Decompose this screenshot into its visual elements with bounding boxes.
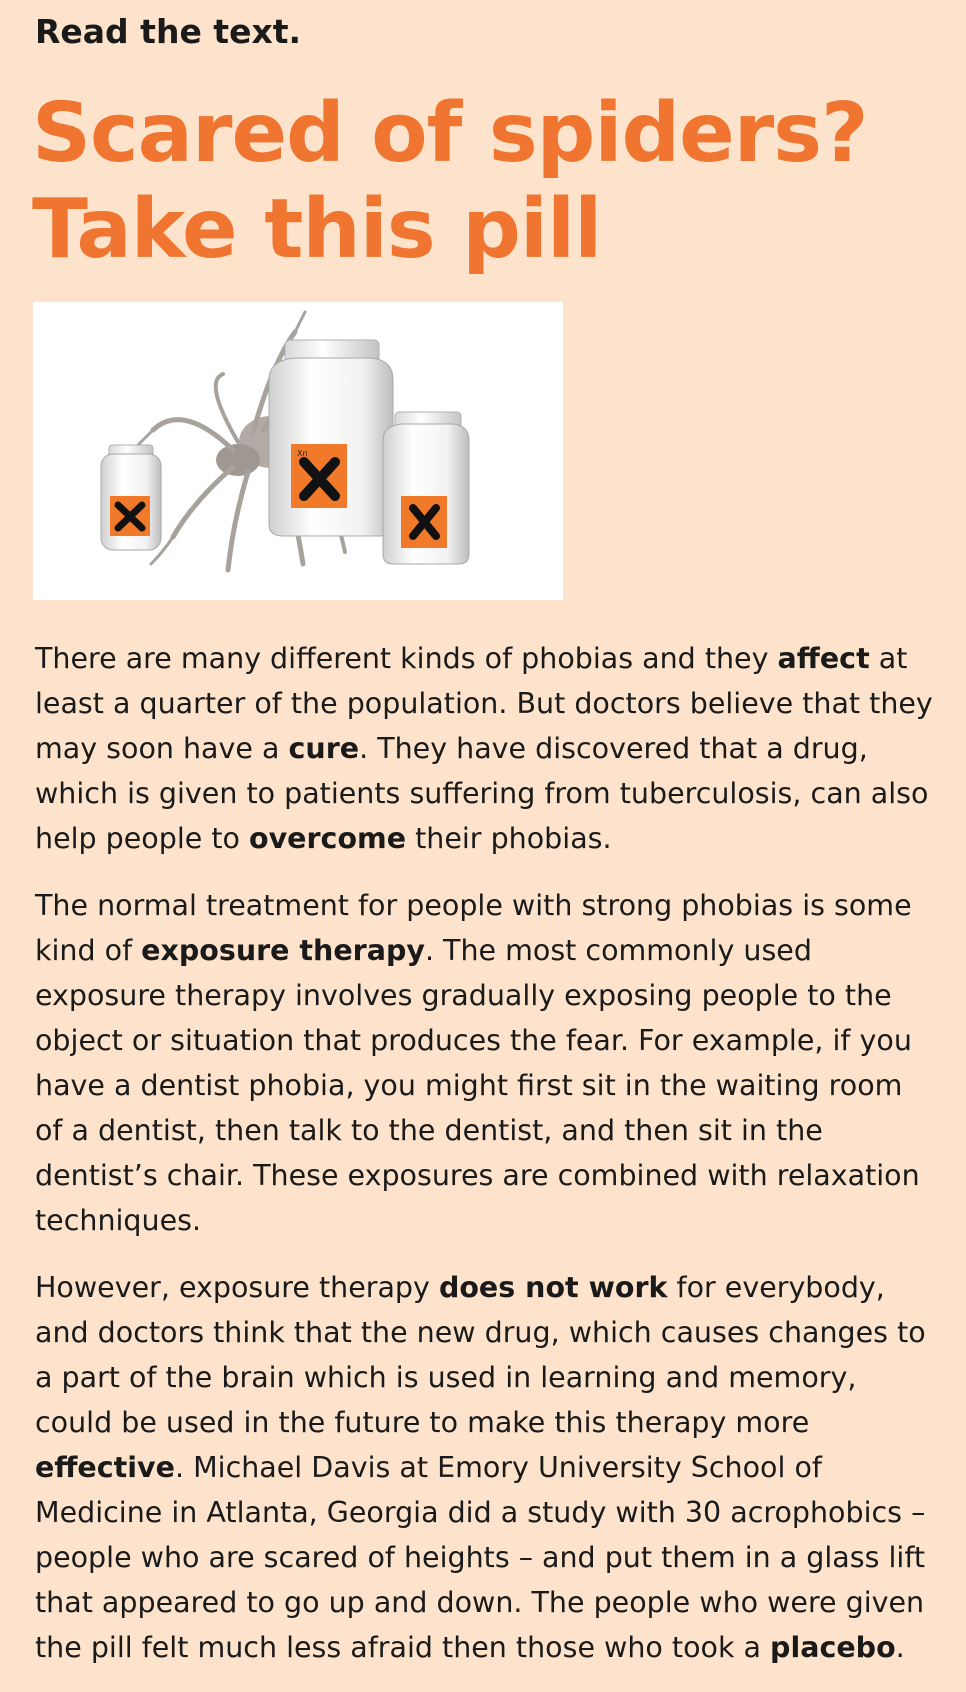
article-body	[35, 636, 935, 1692]
body-paragraph	[35, 636, 935, 861]
paragraph-text: . The most commonly used exposure therapy involves gradually exposing people to the object or situation that produces the fear. For example, if you have a dentist phobia, you might first sit in the waiting room of a dentist, then talk to the dentist, and then sit in the dentist’s chair. These exposures are combined with relaxation techniques.	[35, 934, 920, 1237]
body-paragraph	[35, 1265, 935, 1670]
paragraph-text: However, exposure therapy	[35, 1271, 439, 1304]
illustration-svg	[33, 302, 563, 600]
paragraph-text: their phobias.	[406, 822, 612, 855]
spider-pills-illustration	[33, 302, 563, 600]
paragraph-text: at least a quarter of the population. But doctors believe that they may soon have a	[35, 642, 933, 765]
key-term: does not work	[438, 1271, 668, 1304]
paragraph-text: . They have discovered that a drug, which is given to patients suffering from tuberculosis, can also help people to	[35, 732, 929, 855]
pill-bottle-medium-icon	[383, 412, 469, 564]
instruction-heading: Read the text.	[35, 12, 302, 51]
hazard-label: Xn	[297, 449, 308, 458]
paragraph-text: The normal treatment for people with strong phobias is some kind of	[35, 889, 912, 967]
paragraph-text: . Michael Davis at Emory University School of Medicine in Atlanta, Georgia did a study with 30 acrophobics – people who are scared of heights – and put them in a glass lift that appeared to go up and down. The people who were given the pill felt much less afraid then those who took a	[35, 1451, 926, 1664]
paragraph-text: There are many different kinds of phobias and they	[35, 642, 778, 675]
title-line-2: Take this pill	[32, 182, 602, 277]
key-term: affect	[777, 642, 870, 675]
paragraph-text: .	[895, 1631, 905, 1664]
pill-bottle-large-icon	[269, 340, 393, 536]
title-line-1: Scared of spiders?	[32, 86, 868, 181]
key-term: effective	[35, 1451, 175, 1484]
key-term: placebo	[770, 1631, 896, 1664]
key-term: overcome	[249, 822, 407, 855]
article-title	[32, 86, 868, 278]
key-term: exposure therapy	[141, 934, 425, 967]
pill-bottle-small-icon	[101, 445, 161, 550]
paragraph-text: for everybody, and doctors think that the new drug, which causes changes to a part of the brain which is used in learning and memory, could be used in the future to make this therapy more	[35, 1271, 926, 1439]
body-paragraph	[35, 883, 935, 1243]
key-term: cure	[288, 732, 360, 765]
